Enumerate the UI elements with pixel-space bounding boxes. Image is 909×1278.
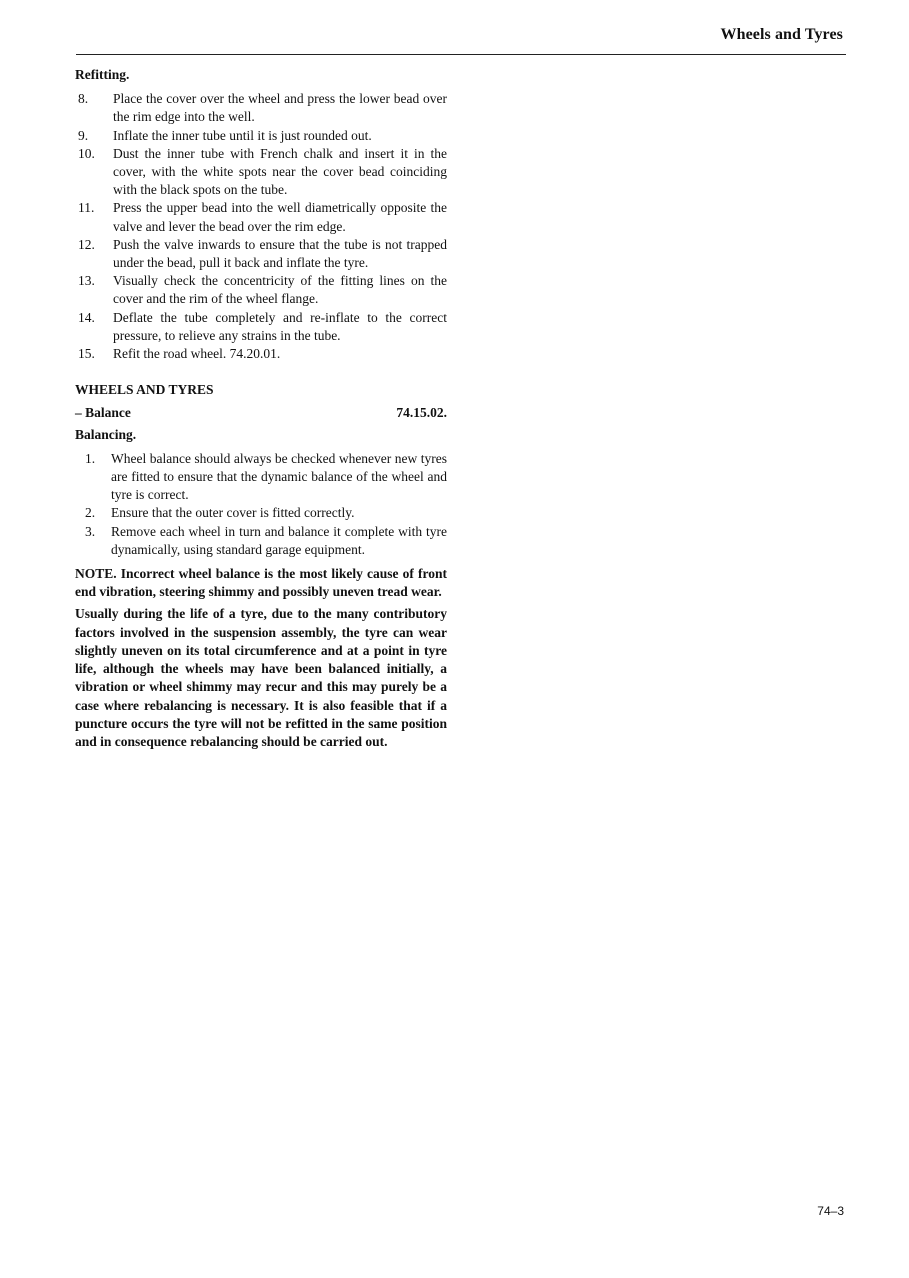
list-item xyxy=(75,504,447,522)
step-number: 1. xyxy=(85,450,96,466)
step-number: 9. xyxy=(78,127,89,143)
operation-subtitle: – Balance xyxy=(75,405,131,421)
step-number: 15. xyxy=(78,346,95,362)
step-text: Press the upper bead into the well diametrically opposite the valve and lever the bead over the rim edge. xyxy=(113,200,447,234)
step-text: Inflate the inner tube until it is just rounded out. xyxy=(113,127,372,143)
body-paragraph: Usually during the life of a tyre, due to the many contributory factors involved in the suspension assembly, the tyre can wear slightly uneven on its total circumference and at a point in tyre life, although the wheels may have been balanced initially, a vibration or wheel shimmy may recur and this may purely be a case where rebalancing is necessary. It is also feasible that if a puncture occurs the tyre will not be refitted in the same position and in consequence rebalancing should be carried out. xyxy=(75,606,447,749)
balancing-steps xyxy=(75,450,447,559)
page-header-title: Wheels and Tyres xyxy=(720,26,843,43)
section-title: WHEELS AND TYRES xyxy=(75,382,214,398)
step-number: 10. xyxy=(78,145,95,161)
section-spacer xyxy=(75,363,447,381)
refitting-heading: Refitting. xyxy=(75,67,130,82)
list-item xyxy=(75,309,447,345)
list-item xyxy=(75,272,447,308)
balancing-heading: Balancing. xyxy=(75,426,137,442)
list-item xyxy=(75,236,447,272)
step-number: 14. xyxy=(78,309,95,325)
list-item xyxy=(75,523,447,559)
step-text: Wheel balance should always be checked whenever new tyres are fitted to ensure that the dynamic balance of the wheel and tyre is correct. xyxy=(111,450,447,503)
step-text: Dust the inner tube with French chalk and insert it in the cover, with the white spots near the cover bead coinciding with the black spots on the tube. xyxy=(113,145,447,198)
step-text: Deflate the tube completely and re-inflate to the correct pressure, to relieve any strains in the tube. xyxy=(113,309,447,343)
step-text: Remove each wheel in turn and balance it complete with tyre dynamically, using standard garage equipment. xyxy=(111,523,447,557)
list-item xyxy=(75,127,447,145)
step-number: 8. xyxy=(78,91,89,107)
header-divider xyxy=(76,54,846,55)
step-text: Ensure that the outer cover is fitted correctly. xyxy=(111,505,355,521)
step-text: Push the valve inwards to ensure that the tube is not trapped under the bead, pull it back and inflate the tyre. xyxy=(113,236,447,271)
refitting-steps xyxy=(75,90,447,363)
note-paragraph: NOTE. Incorrect wheel balance is the most likely cause of front end vibration, steering shimmy and possibly uneven tread wear. xyxy=(75,566,447,600)
operation-row xyxy=(75,404,447,422)
list-item xyxy=(75,145,447,200)
list-item xyxy=(75,450,447,505)
step-text: Place the cover over the wheel and press the lower bead over the rim edge into the well. xyxy=(113,91,447,125)
step-number: 12. xyxy=(78,236,95,252)
list-item xyxy=(75,90,447,126)
operation-code: 74.15.02. xyxy=(396,405,447,421)
step-number: 11. xyxy=(78,200,95,216)
step-number: 3. xyxy=(85,523,96,539)
list-item xyxy=(75,199,447,235)
step-text: Refit the road wheel. 74.20.01. xyxy=(113,346,281,362)
step-number: 13. xyxy=(78,273,95,289)
main-column xyxy=(75,66,447,755)
step-text: Visually check the concentricity of the fitting lines on the cover and the rim of the wheel flange. xyxy=(113,273,447,307)
list-item xyxy=(75,345,447,363)
page-number: 74–3 xyxy=(817,1204,844,1218)
step-number: 2. xyxy=(85,505,96,521)
